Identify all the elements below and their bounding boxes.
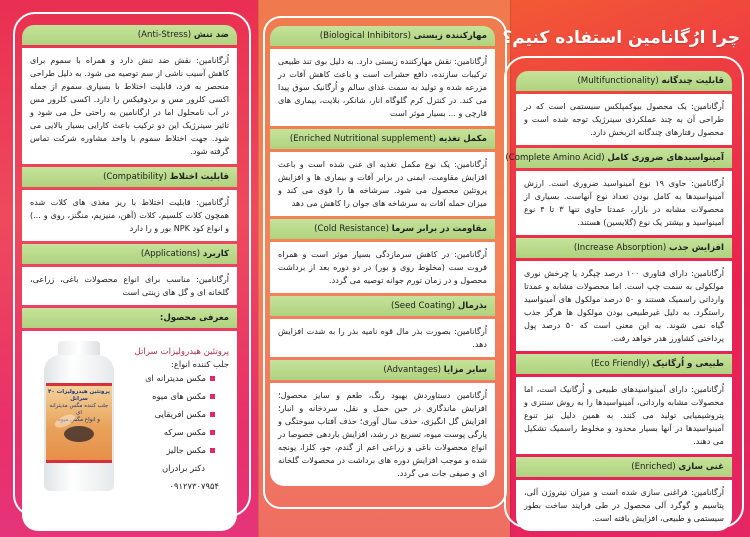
list-item: مکس سرکه — [109, 427, 215, 437]
section-body-increase-absorption: اُرگانامین: دارای فناوری ۱۰۰ درصد چپگرد یا چرخش نوری مولکولی به سمت چپ است. اما محصولات مشابه و عمدتا وارداتی راسمیک هستند و ۵۰ درصد مولکول های آمینواسید راستگرد. به دلیل غیرطبیعی بودن مولکول ها هرگز جذب گیاه نمی شوند. به این معنی است که ۵۰ درصد پول پرداختی کشاورز هدر خواهد رفت. — [516, 261, 732, 351]
product-bottle-image — [44, 341, 114, 491]
section-body-cold-resistance: اُرگانامین: در کاهش سرمازدگی بسیار موثر است و همراه فروت ست (مخلوط روی و بور) در دو دوره بعد از برداشت محصول و در زمان تورم جوانه توصیه می گردد. — [270, 242, 495, 293]
section-body-compatibility: اُرگانامین: قابلیت اختلاط با ریز مغذی های کلات شده همچون کلات کلسیم، کلات (آهن، منیزیم، منگنز، روی و ...) و انواع کود NPK بور و را دارد — [22, 190, 237, 241]
list-item: مکس های میوه — [109, 391, 215, 401]
section-header-applications: کاربرد (Applications) — [22, 244, 237, 264]
bottle-label: پروتئین هیدرولیزات ۴۰ سراتل جلب کننده مگس مدیترانه ای و انواع مگس میوه — [46, 383, 112, 463]
section-header-increase-absorption: افزایش جذب (Increase Absorption) — [516, 238, 732, 258]
section-header-anti-stress: ضد تنش (Anti-Stress) — [22, 25, 237, 45]
section-body-complete-amino-acid: اُرگانامین: حاوی ۱۹ نوع آمینواسید ضروری است. ارزش آمینواسیدها به کامل بودن تعداد نوع آنهاست. بسیاری از محصولات مشابه در بازار، عمدتا حاوی تنها ۳ تا ۴ نوع آمینواسید و بیشتر یک نوع (گلایسین) هستند. — [516, 171, 732, 235]
section-header-product-intro: معرفی محصول: — [22, 308, 237, 328]
middle-column — [270, 26, 495, 489]
contact-name: دکتر برادران — [161, 463, 205, 473]
section-body-enriched: اُرگانامین: فراغنی سازی شده است و میزان نیتروژن آلی، پتاسیم و گوگرد آلی محصول در طی فرایند ساخت بطور سیستمی و طبیعی، افزایش یافته است. — [516, 480, 732, 531]
section-header-complete-amino-acid: آمینواسیدهای ضروری کامل (Complete Amino Acid) — [516, 148, 732, 168]
bullet-square-icon — [210, 394, 215, 399]
section-body-eco-friendly: اُرگانامین: دارای آمینواسیدهای طبیعی و اُرگانیک است، اما محصولات مشابه وارداتی، آمینواسیدها را به روش سنتزی و پتروشیمیایی تولید می کنند. به همین دلیل نیز تنوع آمینواسیدها در آنها بسیار محدود و مخلوط راسمیک تشکیل می دهند. — [516, 377, 732, 454]
bullet-square-icon — [210, 430, 215, 435]
section-body-multifunctionality: اُرگانامین: یک محصول بیوکمپلکس سیستمی است که در طراحی آن به چند عملکردی سینرژیک توجه شده است و محصول رفتارهای چندگانه اثربخش دارد. — [516, 94, 732, 145]
product-text — [109, 347, 229, 491]
section-header-compatibility: قابلیت اختلاط (Compatibility) — [22, 167, 237, 187]
left-column — [22, 25, 237, 531]
fold-line — [258, 0, 259, 537]
section-header-nutritional-supplement: مکمل تغذیه (Enriched Nutritional supplement) — [270, 129, 495, 149]
contact-phone: ۰۹۱۲۷۳۰۷۹۵۴ — [169, 481, 219, 491]
list-item: مکس افریقایی — [109, 409, 215, 419]
section-header-biological-inhibitors: مهارکننده زیستی (Biological Inhibitors) — [270, 26, 495, 46]
fly-graphic — [64, 426, 94, 442]
section-header-eco-friendly: طبیعی و اُرگانیک (Eco Friendly) — [516, 354, 732, 374]
section-body-biological-inhibitors: اُرگانامین: نقش مهارکننده زیستی دارد. به دلیل بوی تند طبیعی ترکیبات سازنده، دافع حشرات است و باعث کاهش آفات در مزرعه شده و تولید به سمت غذای سالم و اُرگانیک سوق پیدا می کند. در کنترل کرم گلوگاه انار، شانکر، بلایت، بیماری های قارچی و ... بسیار موثر است — [270, 49, 495, 126]
section-body-seed-coating: اُرگانامین: بصورت بذر مال قوه نامیه بذر را به شدت افزایش دهد. — [270, 319, 495, 357]
section-header-seed-coating: بذرمال (Seed Coating) — [270, 296, 495, 316]
brochure-title: چرا ارُگانامین استفاده کنیم؟ — [502, 28, 740, 48]
fly-list — [109, 373, 229, 455]
section-body-advantages: اُرگانامین دستاوردش بهبود رنگ، طعم و سایز محصول؛ افزایش ماندگاری در حین حمل و نقل، سردخانه و انبار؛ افزایش گل انگیزی، حذف سال آوری؛ حذف آفتاب سوختگی و پارگی پوست میوه، تسریع در رشد، افزایش باردهی خصوصا در انواع محصولات باغی و زراعی اعم از گندم، جو، کلزا، یونجه شده و موجب افزایش دوره های برداشت در محصولات گلخانه ای و صیفی جات می گردد. — [270, 383, 495, 486]
section-header-multifunctionality: قابلیت چندگانه (Multifunctionality) — [516, 71, 732, 91]
section-header-advantages: سایر مزایا (Advantages) — [270, 360, 495, 380]
list-item: مکس مدیترانه ای — [109, 373, 215, 383]
bullet-square-icon — [210, 376, 215, 381]
product-intro-line: جلب کننده انواع: — [171, 359, 229, 369]
product-name: پروتئین هیدرولیزات سراتل — [134, 347, 229, 357]
section-header-cold-resistance: مقاومت در برابر سرما (Cold Resistance) — [270, 219, 495, 239]
section-body-anti-stress: اُرگانامین: نقش ضد تنش دارد و همراه با سموم برای کاهش آسیب ناشی از سم توصیه می شود. به دلیل طراحی منحصر به فرد، قابلیت اختلاط با بسیاری سموم از جمله اکسی کلرور مس و بردوفیکس را دارد. اکسی کلرور مس در آب نامحلول اما در ارگانامین به راحتی حل می شود و تاثیر سینرژیک این دو ترکیب باعث کارایی بسیار بالایی می شود. جهت اختلاط سموم با واحد مشاوره شرکت تماس گرفته شود. — [22, 48, 237, 164]
section-header-enriched: غنی سازی (Enriched) — [516, 457, 732, 477]
right-column — [505, 71, 732, 534]
bullet-square-icon — [210, 448, 215, 453]
product-intro-box — [22, 331, 237, 531]
section-body-applications: اُرگانامین: مناسب برای انواع محصولات باغی، زراعی، گلخانه ای و گل های زینتی است — [22, 267, 237, 305]
list-item: مکس جالیز — [109, 445, 215, 455]
section-body-nutritional-supplement: اُرگانامین: یک نوع مکمل تغذیه ای غنی شده است و باعث افزایش مقاومت، ایمنی در برابر آفات و بیماری ها و افزایش پروتئین محصول می شود. سرشاخه ها را قوی می کند و میزان حمله آفات به سرشاخه های جوان را کاهش می دهد — [270, 152, 495, 216]
bullet-square-icon — [210, 412, 215, 417]
